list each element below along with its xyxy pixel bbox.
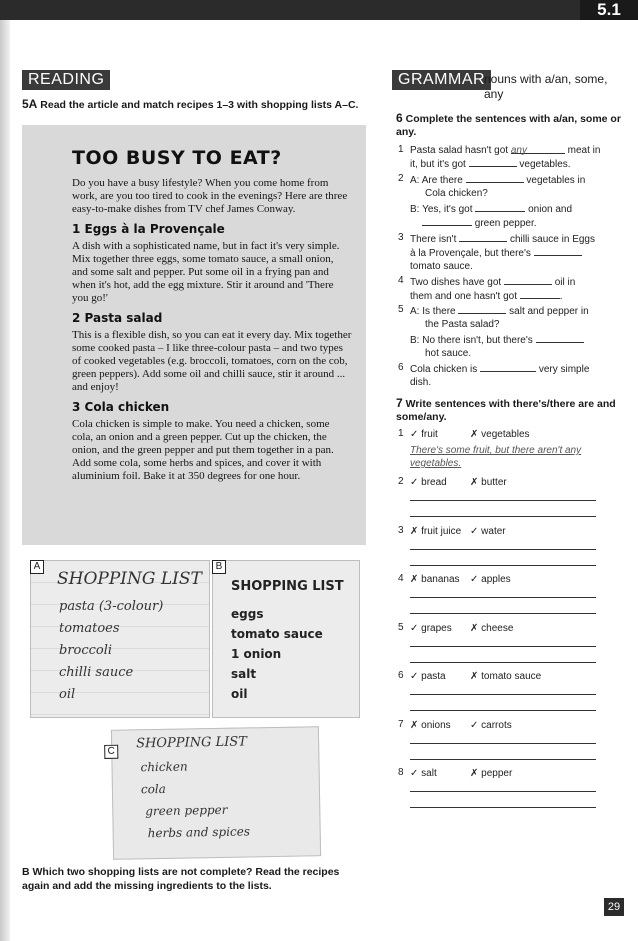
task-7-cue-b: ✗ vegetables: [470, 429, 530, 440]
answer-line[interactable]: [410, 710, 596, 711]
list-c-item: herbs and spices: [147, 824, 251, 841]
task-7-cue-b: ✗ pepper: [470, 768, 513, 779]
item-number: 7: [398, 719, 404, 730]
answer-line[interactable]: [410, 694, 596, 695]
item-text: onion and: [528, 204, 573, 215]
answer-line[interactable]: [410, 597, 596, 598]
item-text: No there isn't, but there's: [422, 335, 533, 346]
task-6-item-5a: [410, 304, 622, 331]
list-b-item: tomato sauce: [231, 627, 323, 641]
list-b-label: B: [212, 560, 226, 574]
task-6-item-4: [410, 275, 620, 303]
item-text: tomato sauce.: [410, 261, 473, 272]
item-text: green pepper.: [474, 218, 537, 229]
answer-blank[interactable]: [534, 246, 582, 256]
answer-blank[interactable]: [469, 157, 517, 167]
task-7-cue-a: ✓ pasta: [410, 671, 446, 682]
list-b-item: oil: [231, 687, 248, 701]
item-text: meat in: [567, 145, 601, 156]
speaker-label: A:: [410, 306, 420, 317]
article: [22, 125, 366, 545]
list-c-label: C: [104, 745, 118, 759]
recipe-2-text: This is a flexible dish, so you can eat it every day. Mix together some cooked pasta – I like three-colour pasta – and two types of cooked vegetables (e.g. broccoli, tomatoes, corn on the cob, green peppers). Add some oil and chilli sauce, stir it around ... and enjoy!: [72, 329, 352, 393]
task-7-cue-b: ✓ water: [470, 526, 506, 537]
list-c-item: chicken: [140, 759, 188, 775]
recipe-2-heading: 2 Pasta salad: [72, 311, 163, 325]
grammar-header-sub: nouns with a/an, some, any: [484, 72, 608, 101]
item-text: .: [559, 291, 563, 302]
reading-header: READING: [22, 70, 110, 90]
answer-blank[interactable]: [536, 333, 584, 343]
task-6-item-3: [410, 232, 622, 273]
item-number: 5: [398, 622, 404, 633]
shopping-list-b: [212, 560, 360, 718]
task-5a-text: Read the article and match recipes 1–3 with shopping lists A–C.: [40, 99, 359, 111]
task-7-cue-b: ✗ cheese: [470, 623, 514, 634]
item-text: Cola chicken is: [410, 364, 478, 375]
answer-line[interactable]: [410, 807, 596, 808]
list-c-title: SHOPPING LIST: [135, 734, 248, 752]
grammar-header: GRAMMAR: [392, 70, 491, 90]
item-text: Is there: [422, 306, 456, 317]
recipe-1-heading: 1 Eggs à la Provençale: [72, 222, 225, 236]
item-number: 6: [398, 670, 404, 681]
answer-line[interactable]: [410, 759, 596, 760]
item-text: hot sauce.: [425, 348, 472, 359]
item-text: salt and pepper in: [509, 306, 589, 317]
task-7-cue-a: ✓ grapes: [410, 623, 452, 634]
list-a-item: pasta (3-colour): [59, 599, 164, 614]
item-number: 6: [398, 362, 404, 373]
list-a-title: SHOPPING LIST: [57, 569, 202, 589]
answer-blank[interactable]: [475, 202, 525, 212]
item-text: them and one hasn't got: [410, 291, 517, 302]
answer-blank[interactable]: [458, 304, 506, 314]
task-7-cue-b: ✓ carrots: [470, 720, 512, 731]
answer-blank[interactable]: any: [511, 144, 565, 154]
item-number: 1: [398, 428, 404, 439]
item-text: vegetables.: [519, 159, 571, 170]
speaker-label: A:: [410, 175, 420, 186]
speaker-label: B:: [410, 204, 420, 215]
top-bar: [0, 0, 638, 20]
answer-line[interactable]: [410, 791, 596, 792]
task-7-cue-a: ✗ fruit juice: [410, 526, 462, 537]
item-number: 3: [398, 525, 404, 536]
answer-blank[interactable]: [422, 216, 472, 226]
item-number: 2: [398, 476, 404, 487]
task-7-example-answer: There's some fruit, but there aren't any vegetables.: [410, 445, 582, 469]
list-b-item: 1 onion: [231, 647, 282, 661]
recipe-1-text: A dish with a sophisticated name, but in fact it's very simple. Mix together three eggs, some tomato sauce, a small onion, and some salt and pepper. Put some oil in a frying pan and when it's hot, add the egg mixture. Stir it around and 'There you go!': [72, 240, 340, 304]
task-6-item-6: [410, 362, 622, 389]
task-5a: [22, 97, 358, 113]
task-b-text: Which two shopping lists are not complete? Read the recipes again and add the missing ingredients to the lists.: [22, 866, 340, 892]
recipe-3-heading: 3 Cola chicken: [72, 400, 170, 414]
task-7-cue-a: ✓ salt: [410, 768, 437, 779]
list-c-item: green pepper: [145, 802, 228, 819]
item-number: 4: [398, 275, 404, 286]
item-text: There isn't: [410, 234, 457, 245]
item-text: the Pasta salad?: [425, 319, 500, 330]
item-text: Are there: [421, 175, 463, 186]
task-b-number: B: [22, 866, 30, 878]
answer-line[interactable]: [410, 743, 596, 744]
item-number: 5: [398, 304, 404, 315]
answer-line[interactable]: [410, 516, 596, 517]
shopping-list-a: [30, 560, 210, 718]
item-text: chilli sauce in Eggs: [509, 234, 595, 245]
list-b-title: SHOPPING LIST: [231, 579, 344, 594]
task-6-item-5b: [410, 333, 622, 360]
list-a-item: broccoli: [59, 643, 113, 658]
task-7-cue-b: ✗ butter: [470, 477, 507, 488]
task-7-number: 7: [396, 396, 403, 410]
item-text: dish.: [410, 377, 432, 388]
item-number: 8: [398, 767, 404, 778]
answer-blank[interactable]: [520, 289, 560, 299]
answer-line[interactable]: [410, 613, 596, 614]
item-number: 2: [398, 173, 404, 184]
list-a-item: chilli sauce: [59, 665, 134, 680]
item-text: à la Provençale, but there's: [410, 248, 531, 259]
task-6-item-2b: [410, 202, 620, 230]
task-b: [22, 865, 362, 893]
task-6-item-2a: [410, 173, 620, 200]
list-a-label: A: [30, 560, 44, 574]
list-b-item: eggs: [231, 607, 264, 621]
list-a-item: oil: [59, 687, 76, 702]
recipe-3-text: Cola chicken is simple to make. You need a chicken, some cola, an onion and a green pepper. Cut up the chicken, the onion, and the green pepper and put them together in a pan. Add some cola, some herbs and spices, and cover it with aluminium foil. Bake it at 350 degrees for one hour.: [72, 418, 334, 482]
item-text: oil in: [554, 277, 576, 288]
item-text: very simple: [538, 364, 590, 375]
task-7-text: Write sentences with there's/there are and some/any.: [396, 398, 616, 423]
task-6-number: 6: [396, 111, 403, 125]
task-7-cue-a: ✗ bananas: [410, 574, 460, 585]
page-spine: [0, 20, 10, 941]
item-number: 1: [398, 144, 404, 155]
answer-line[interactable]: [410, 500, 596, 501]
shopping-list-c: [107, 726, 321, 860]
page-number: 29: [604, 898, 624, 916]
item-text: Yes, it's got: [422, 204, 473, 215]
task-7-cue-b: ✓ apples: [470, 574, 511, 585]
item-number: 4: [398, 573, 404, 584]
task-6: [396, 112, 628, 139]
answer-line[interactable]: [410, 646, 596, 647]
list-a-item: tomatoes: [59, 621, 120, 636]
speaker-label: B:: [410, 335, 420, 346]
answer-line[interactable]: [410, 565, 596, 566]
task-7-cue-b: ✗ tomato sauce: [470, 671, 542, 682]
answer-line[interactable]: [410, 549, 596, 550]
answer-blank[interactable]: [480, 362, 536, 372]
task-7-cue-a: ✓ bread: [410, 477, 447, 488]
item-text: vegetables in: [526, 175, 586, 186]
task-6-text: Complete the sentences with a/an, some or any.: [396, 113, 621, 138]
task-7: [396, 397, 628, 424]
answer-blank[interactable]: [466, 173, 524, 183]
list-c-item: cola: [140, 781, 166, 797]
answer-blank[interactable]: [459, 232, 507, 242]
item-text: it, but it's got: [410, 159, 466, 170]
item-text: Pasta salad hasn't got: [410, 145, 509, 156]
item-text: Cola chicken?: [425, 188, 488, 199]
article-intro: Do you have a busy lifestyle? When you come home from work, are you too tired to cook in the evenings? Here are three easy-to-make dishes from TV chef James Conway.: [72, 177, 348, 215]
answer-line[interactable]: [410, 662, 596, 663]
unit-tab: 5.1: [580, 0, 638, 20]
item-number: 3: [398, 232, 404, 243]
task-7-cue-a: ✗ onions: [410, 720, 451, 731]
task-5a-number: 5A: [22, 97, 38, 111]
list-b-item: salt: [231, 667, 257, 681]
article-title: TOO BUSY TO EAT?: [72, 147, 282, 169]
task-7-cue-a: ✓ fruit: [410, 429, 438, 440]
answer-blank[interactable]: [504, 275, 552, 285]
item-text: Two dishes have got: [410, 277, 502, 288]
task-6-item-1: [410, 144, 620, 171]
